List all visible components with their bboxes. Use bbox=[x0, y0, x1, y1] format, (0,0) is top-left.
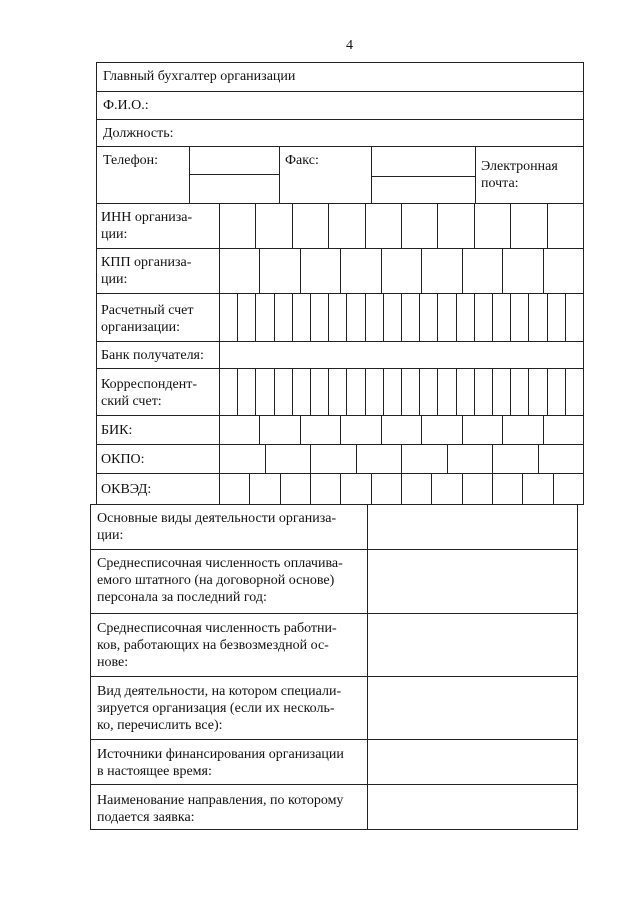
digit-cell-divider bbox=[219, 416, 220, 444]
question-paid-staff-line-2: емого штатного (на договорной основе) bbox=[97, 573, 335, 588]
question-activities-line-1: Основные виды деятельности организа- bbox=[97, 511, 337, 526]
inn-cells[interactable] bbox=[97, 204, 583, 248]
digit-cell-divider bbox=[447, 445, 448, 473]
digit-cell-divider bbox=[383, 369, 384, 415]
answer-divider bbox=[367, 550, 368, 613]
digit-cell-divider bbox=[255, 294, 256, 341]
row-okpo bbox=[96, 444, 584, 474]
digit-cell-divider bbox=[383, 294, 384, 341]
row-kpp bbox=[96, 248, 584, 294]
label-chief-accountant: Главный бухгалтер организации bbox=[103, 69, 296, 84]
digit-cell-divider bbox=[492, 445, 493, 473]
label-phone: Телефон: bbox=[103, 153, 159, 168]
digit-cell-divider bbox=[553, 474, 554, 504]
question-direction-line-1: Наименование направления, по которому bbox=[97, 793, 344, 808]
digit-cell-divider bbox=[462, 416, 463, 444]
digit-cell-divider bbox=[401, 445, 402, 473]
digit-cell-divider bbox=[528, 369, 529, 415]
digit-cell-divider bbox=[565, 294, 566, 341]
digit-cell-divider bbox=[255, 369, 256, 415]
digit-cell-divider bbox=[274, 294, 275, 341]
okpo-cells[interactable] bbox=[97, 445, 583, 473]
kpp-cells[interactable] bbox=[97, 249, 583, 293]
digit-cell-divider bbox=[328, 204, 329, 248]
question-volunteers bbox=[90, 613, 578, 677]
answer-divider bbox=[367, 677, 368, 739]
digit-cell-divider bbox=[259, 416, 260, 444]
digit-cell-divider bbox=[219, 294, 220, 341]
digit-cell-divider bbox=[456, 369, 457, 415]
digit-cell-divider bbox=[421, 416, 422, 444]
digit-cell-divider bbox=[462, 249, 463, 293]
digit-cell-divider bbox=[259, 249, 260, 293]
digit-cell-divider bbox=[346, 294, 347, 341]
digit-cell-divider bbox=[381, 416, 382, 444]
divider bbox=[189, 147, 190, 203]
digit-cell-divider bbox=[365, 204, 366, 248]
label-bik: БИК: bbox=[101, 423, 133, 438]
row-bank bbox=[96, 341, 584, 369]
digit-cell-divider bbox=[219, 445, 220, 473]
digit-cell-divider bbox=[431, 474, 432, 504]
digit-cell-divider bbox=[565, 369, 566, 415]
digit-cell-divider bbox=[237, 294, 238, 341]
digit-cell-divider bbox=[401, 474, 402, 504]
question-activities bbox=[90, 504, 578, 550]
label-email-2: почта: bbox=[481, 176, 519, 191]
digit-cell-divider bbox=[340, 416, 341, 444]
digit-cell-divider bbox=[219, 204, 220, 248]
label-kpp-1: КПП организа- bbox=[101, 255, 192, 270]
digit-cell-divider bbox=[292, 204, 293, 248]
digit-cell-divider bbox=[328, 294, 329, 341]
digit-cell-divider bbox=[300, 249, 301, 293]
digit-cell-divider bbox=[474, 204, 475, 248]
question-direction-line-2: подается заявка: bbox=[97, 810, 195, 825]
fax-field-divider bbox=[371, 176, 475, 177]
question-activities-line-2: ции: bbox=[97, 528, 124, 543]
question-paid-staff-line-1: Среднесписочная численность оплачива- bbox=[97, 556, 343, 571]
digit-cell-divider bbox=[502, 249, 503, 293]
digit-cell-divider bbox=[249, 474, 250, 504]
row-okved bbox=[96, 473, 584, 505]
digit-cell-divider bbox=[300, 416, 301, 444]
question-paid-staff-line-3: персонала за последний год: bbox=[97, 590, 267, 605]
digit-cell-divider bbox=[510, 369, 511, 415]
digit-cell-divider bbox=[419, 369, 420, 415]
digit-cell-divider bbox=[437, 369, 438, 415]
row-inn bbox=[96, 203, 584, 249]
label-position: Должность: bbox=[103, 126, 174, 141]
digit-cell-divider bbox=[310, 294, 311, 341]
question-volunteers-line-1: Среднесписочная численность работни- bbox=[97, 621, 337, 636]
digit-cell-divider bbox=[492, 474, 493, 504]
answer-divider bbox=[367, 740, 368, 784]
digit-cell-divider bbox=[502, 416, 503, 444]
label-account-1: Расчетный счет bbox=[101, 303, 194, 318]
digit-cell-divider bbox=[237, 369, 238, 415]
digit-cell-divider bbox=[310, 445, 311, 473]
digit-cell-divider bbox=[401, 369, 402, 415]
question-specialization-line-2: зируется организация (если их несколь- bbox=[97, 701, 335, 716]
digit-cell-divider bbox=[547, 294, 548, 341]
okved-cells[interactable] bbox=[97, 474, 583, 504]
digit-cell-divider bbox=[437, 294, 438, 341]
digit-cell-divider bbox=[510, 294, 511, 341]
digit-cell-divider bbox=[437, 204, 438, 248]
question-volunteers-line-2: ков, работающих на безвозмездной ос- bbox=[97, 638, 329, 653]
digit-cell-divider bbox=[340, 474, 341, 504]
digit-cell-divider bbox=[381, 249, 382, 293]
digit-cell-divider bbox=[328, 369, 329, 415]
digit-cell-divider bbox=[292, 369, 293, 415]
digit-cell-divider bbox=[474, 294, 475, 341]
digit-cell-divider bbox=[371, 474, 372, 504]
digit-cell-divider bbox=[547, 204, 548, 248]
question-funding-line-1: Источники финансирования организации bbox=[97, 747, 344, 762]
row-corr-account bbox=[96, 368, 584, 416]
question-specialization-line-1: Вид деятельности, на котором специали- bbox=[97, 684, 342, 699]
divider bbox=[279, 147, 280, 203]
answer-divider bbox=[367, 614, 368, 676]
label-kpp-2: ции: bbox=[101, 272, 128, 287]
digit-cell-divider bbox=[543, 416, 544, 444]
digit-cell-divider bbox=[538, 445, 539, 473]
digit-cell-divider bbox=[401, 204, 402, 248]
digit-cell-divider bbox=[280, 474, 281, 504]
label-bank: Банк получателя: bbox=[101, 348, 204, 363]
digit-cell-divider bbox=[346, 369, 347, 415]
digit-cell-divider bbox=[543, 249, 544, 293]
row-bik bbox=[96, 415, 584, 445]
label-inn-1: ИНН организа- bbox=[101, 210, 193, 225]
question-funding-line-2: в настоящее время: bbox=[97, 764, 212, 779]
digit-cell-divider bbox=[274, 369, 275, 415]
digit-cell-divider bbox=[219, 249, 220, 293]
label-corr-1: Корреспондент- bbox=[101, 377, 198, 392]
row-fio[interactable] bbox=[96, 91, 584, 120]
digit-cell-divider bbox=[421, 249, 422, 293]
label-inn-2: ции: bbox=[101, 227, 128, 242]
page-number: 4 bbox=[346, 38, 353, 53]
digit-cell-divider bbox=[456, 294, 457, 341]
label-fio: Ф.И.О.: bbox=[103, 98, 149, 113]
digit-cell-divider bbox=[340, 249, 341, 293]
digit-cell-divider bbox=[401, 294, 402, 341]
label-okved: ОКВЭД: bbox=[101, 482, 152, 497]
digit-cell-divider bbox=[510, 204, 511, 248]
row-contacts bbox=[96, 146, 584, 204]
digit-cell-divider bbox=[419, 294, 420, 341]
question-funding bbox=[90, 739, 578, 785]
phone-field-divider bbox=[189, 174, 279, 175]
label-okpo: ОКПО: bbox=[101, 452, 145, 467]
row-chief-accountant bbox=[96, 62, 584, 92]
digit-cell-divider bbox=[365, 294, 366, 341]
account-cells[interactable] bbox=[97, 294, 583, 341]
label-corr-2: ский счет: bbox=[101, 394, 162, 409]
row-account bbox=[96, 293, 584, 342]
digit-cell-divider bbox=[474, 369, 475, 415]
question-specialization bbox=[90, 676, 578, 740]
question-paid-staff bbox=[90, 549, 578, 614]
digit-cell-divider bbox=[528, 294, 529, 341]
digit-cell-divider bbox=[310, 369, 311, 415]
digit-cell-divider bbox=[219, 474, 220, 504]
corr-cells[interactable] bbox=[97, 369, 583, 415]
digit-cell-divider bbox=[219, 369, 220, 415]
digit-cell-divider bbox=[547, 369, 548, 415]
label-fax: Факс: bbox=[285, 153, 319, 168]
digit-cell-divider bbox=[255, 204, 256, 248]
row-position[interactable] bbox=[96, 119, 584, 147]
digit-cell-divider bbox=[292, 294, 293, 341]
question-specialization-line-3: ко, перечислить все): bbox=[97, 718, 223, 733]
question-volunteers-line-3: нове: bbox=[97, 655, 129, 670]
answer-divider bbox=[367, 785, 368, 829]
digit-cell-divider bbox=[522, 474, 523, 504]
label-email-1: Электронная bbox=[481, 159, 558, 174]
label-account-2: организации: bbox=[101, 320, 181, 335]
digit-cell-divider bbox=[265, 445, 266, 473]
divider bbox=[219, 342, 220, 368]
digit-cell-divider bbox=[492, 369, 493, 415]
answer-divider bbox=[367, 505, 368, 549]
digit-cell-divider bbox=[356, 445, 357, 473]
question-direction bbox=[90, 784, 578, 830]
divider bbox=[475, 147, 476, 203]
bik-cells[interactable] bbox=[97, 416, 583, 444]
digit-cell-divider bbox=[365, 369, 366, 415]
digit-cell-divider bbox=[310, 474, 311, 504]
digit-cell-divider bbox=[492, 294, 493, 341]
digit-cell-divider bbox=[462, 474, 463, 504]
divider bbox=[371, 147, 372, 203]
